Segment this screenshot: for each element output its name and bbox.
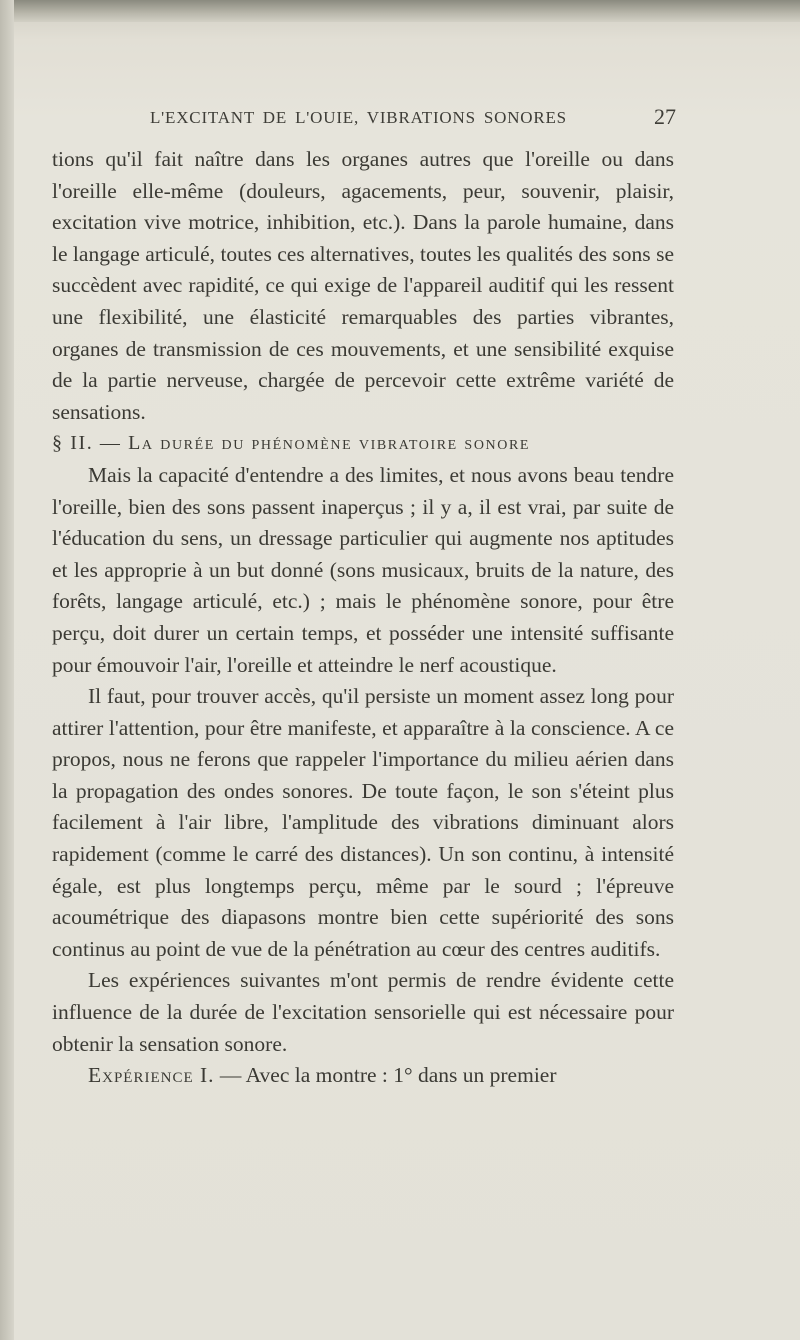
paragraph-continued: tions qu'il fait naître dans les organes autres que l'oreille ou dans l'oreille elle-même (douleurs, agacements, peur, souvenir, plaisir, excitation vive motrice, inhibition, etc.). Dans la parole humaine, dans le langage articulé, toutes ces alternatives, toutes les qualités des sons se succèdent avec rapidité, ce qui exige de l'appareil auditif qui les ressent une flexibilité, une élasticité remarquables des parties vibrantes, organes de transmission de ces mouvements, et une sensibilité exquise de la partie nerveuse, chargée de percevoir cette extrême variété de sensations. bbox=[52, 147, 674, 424]
running-head: L'EXCITANT DE L'OUIE, VIBRATIONS SONORES bbox=[150, 108, 567, 127]
page-body bbox=[52, 144, 674, 1092]
paragraph: Mais la capacité d'entendre a des limites, et nous avons beau tendre l'oreille, bien des sons passent inaperçus ; il y a, il est vrai, par suite de l'éducation du sens, un dressage particulier qui augmente nos aptitudes et les approprie à un but donné (sons musicaux, bruits de la nature, des forêts, langage articulé, etc.) ; mais le phénomène sonore, pour être perçu, doit durer un certain temps, et posséder une intensité suffisante pour émouvoir l'air, l'oreille et atteindre le nerf acoustique. bbox=[52, 462, 674, 677]
paragraph: Il faut, pour trouver accès, qu'il persiste un moment assez long pour attirer l'attention, pour être manifeste, et apparaître à la conscience. A ce propos, nous ne ferons que rappeler l'importance du milieu aérien dans la propagation des ondes sonores. De toute façon, le son s'éteint plus facilement à l'air libre, l'amplitude des vibrations diminuant alors rapidement (comme le carré des distances). Un son continu, à intensité égale, est plus longtemps perçu, même par le sourd ; l'épreuve acoumétrique des diapasons montre bien cette supériorité des sons continus au point de vue de la pénétration au cœur des centres auditifs. bbox=[52, 684, 674, 961]
scan-top-edge bbox=[0, 0, 800, 22]
scan-left-edge bbox=[0, 0, 14, 1340]
experience-text: — Avec la montre : 1° dans un premier bbox=[219, 1063, 557, 1088]
paragraph: Les expériences suivantes m'ont permis de rendre évidente cette influence de la durée de l'excitation sensorielle qui est nécessaire pour obtenir la sensation sonore. bbox=[52, 968, 674, 1056]
experience-label: Expérience I. bbox=[88, 1063, 215, 1088]
experience-paragraph bbox=[52, 1060, 674, 1092]
page-number: 27 bbox=[654, 104, 676, 129]
section-heading: § II. — La durée du phénomène vibratoire sonore bbox=[52, 432, 531, 455]
